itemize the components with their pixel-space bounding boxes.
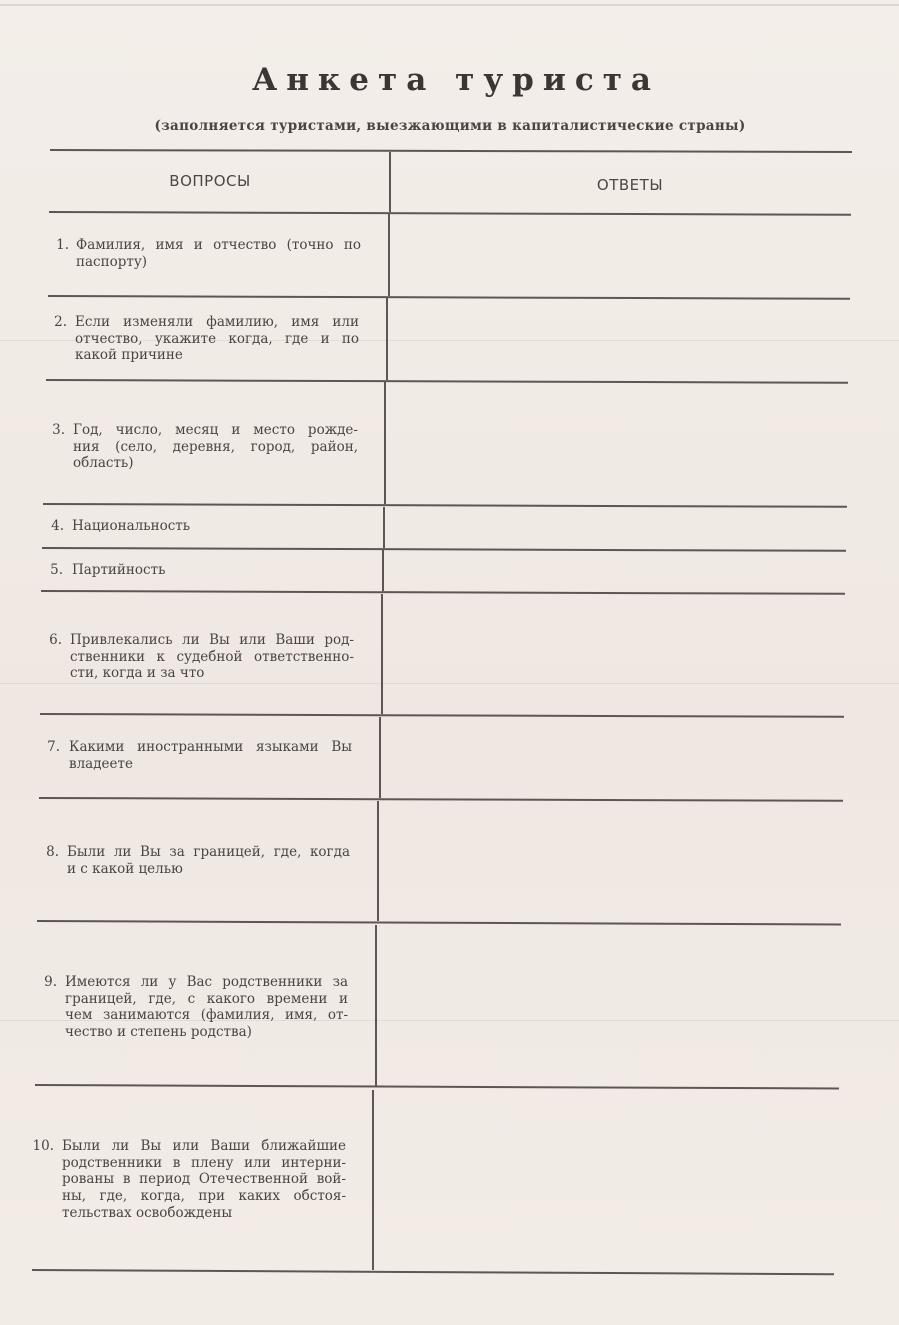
header-questions: ВОПРОСЫ	[169, 172, 251, 190]
paper-top-edge	[0, 4, 899, 6]
question-line: Привлекались ли Вы или Ваши род-	[70, 632, 354, 648]
column-separator	[384, 382, 386, 504]
column-separator	[372, 1090, 374, 1270]
question-number: 4.	[51, 518, 64, 534]
row-separator	[49, 211, 851, 215]
row-separator	[48, 295, 850, 299]
column-separator	[388, 213, 390, 296]
column-separator	[379, 717, 381, 798]
row-separator	[46, 379, 848, 383]
column-separator	[389, 152, 391, 212]
column-separator	[386, 298, 388, 380]
question-line: Были ли Вы или Ваши ближайшие	[62, 1138, 346, 1154]
question-6	[70, 632, 354, 682]
question-number: 1.	[56, 237, 69, 253]
question-line: Были ли Вы за границей, где, когда	[67, 844, 350, 860]
question-line: чество и степень родства)	[65, 1024, 252, 1041]
question-number: 7.	[47, 739, 60, 755]
row-separator	[37, 920, 841, 925]
question-line: Имеются ли у Вас родственники за	[65, 974, 348, 990]
question-line: паспорту)	[76, 253, 148, 270]
question-3	[73, 422, 358, 472]
question-number: 8.	[46, 844, 59, 860]
question-line: Фамилия, имя и отчество (точно по	[76, 237, 361, 253]
table-bottom-border	[32, 1269, 834, 1275]
question-4	[72, 518, 352, 535]
question-line: рованы в период Отечественной вой-	[62, 1171, 346, 1188]
question-line: тельствах освобождены	[62, 1204, 233, 1221]
question-7	[69, 739, 352, 772]
question-8	[67, 844, 350, 877]
question-line: ния (село, деревня, город, район,	[73, 438, 358, 455]
question-line: Если изменяли фамилию, имя или	[75, 314, 359, 330]
question-number: 3.	[52, 422, 65, 438]
question-line: Какими иностранными языками Вы	[69, 739, 352, 755]
question-line: сти, когда и за что	[70, 665, 205, 682]
row-separator	[35, 1084, 839, 1089]
question-2	[75, 314, 359, 364]
question-number: 5.	[50, 562, 63, 578]
question-line: и с какой целью	[67, 860, 183, 877]
question-1	[76, 237, 361, 270]
question-line: чем занимаются (фамилия, имя, от-	[65, 1007, 348, 1024]
form-subtitle: (заполняется туристами, выезжающими в капиталистические страны)	[154, 118, 746, 134]
column-separator	[381, 594, 383, 714]
question-number: 6.	[49, 632, 62, 648]
question-10	[62, 1138, 346, 1222]
question-line: границей, где, с какого времени и	[65, 990, 348, 1007]
question-line: Год, число, месяц и место рожде-	[73, 422, 358, 438]
form-title: Анкета туриста	[251, 62, 661, 98]
question-line: владеете	[69, 755, 133, 772]
question-line: Национальность	[72, 518, 191, 534]
column-separator	[375, 925, 377, 1086]
question-line: область)	[73, 455, 134, 472]
row-separator	[41, 590, 845, 594]
question-9	[65, 974, 348, 1041]
row-separator	[39, 797, 843, 801]
question-number: 9.	[44, 974, 57, 990]
question-line: какой причине	[75, 347, 183, 364]
question-line: Партийность	[72, 562, 166, 578]
question-5	[72, 562, 352, 579]
question-line: ны, где, когда, при каких обстоя-	[62, 1188, 346, 1205]
row-separator	[43, 503, 847, 507]
question-line: родственники в плену или интерни-	[62, 1154, 346, 1171]
column-separator	[377, 801, 379, 921]
row-separator	[40, 713, 844, 717]
row-separator	[42, 547, 846, 551]
column-separator	[383, 507, 385, 548]
question-number: 2.	[54, 314, 67, 330]
question-line: ственники к судебной ответственно-	[70, 648, 354, 665]
paper-fold	[0, 683, 899, 684]
header-answers: ОТВЕТЫ	[596, 176, 664, 194]
column-separator	[382, 550, 384, 591]
table-top-border	[50, 149, 852, 152]
question-number: 10.	[32, 1138, 54, 1154]
question-line: отчество, укажите когда, где и по	[75, 330, 359, 347]
